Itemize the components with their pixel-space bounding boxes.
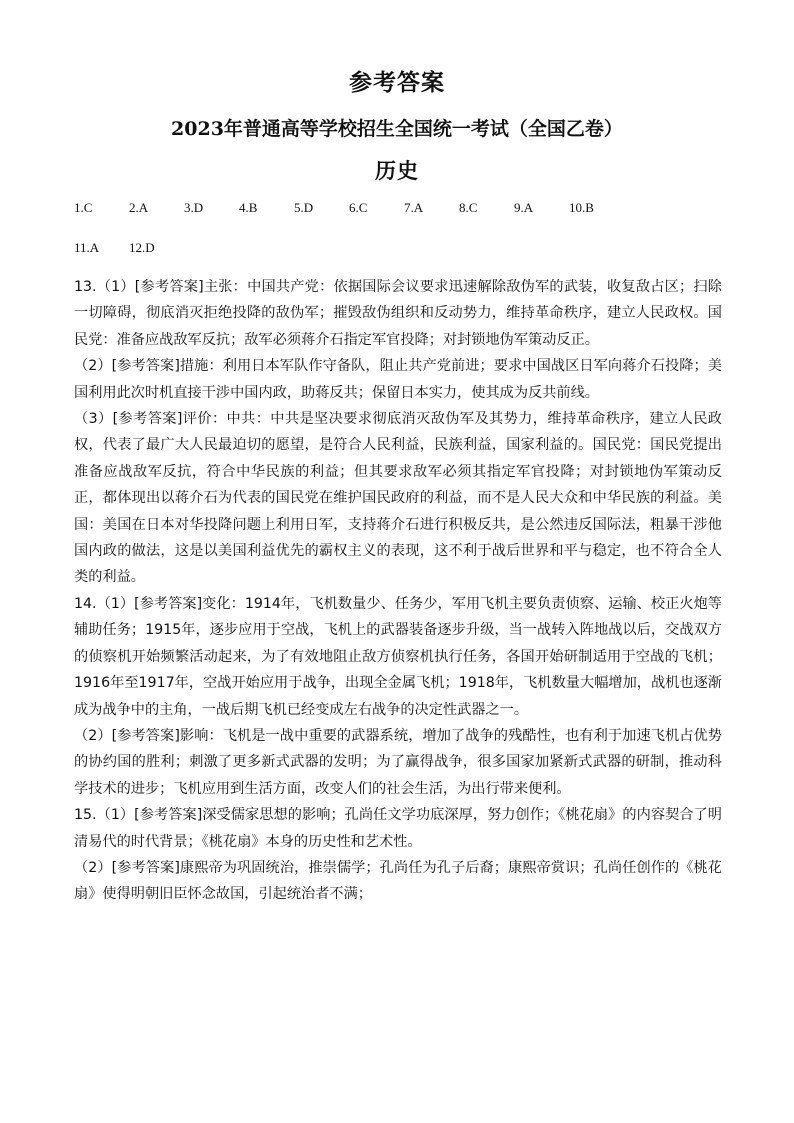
mc-answer: 7.A xyxy=(404,200,424,215)
essay-answers xyxy=(74,274,722,908)
answer-15-2: （2）[参考答案]康熙帝为巩固统治，推崇儒学；孔尚任为孔子后裔；康熙帝赏识；孔尚任创作的《桃花扇》使得明朝旧臣怀念故国，引起统治者不满； xyxy=(74,859,722,903)
mc-answer: 4.B xyxy=(239,200,258,215)
subject-title: 历史 xyxy=(375,158,419,183)
multiple-choice-row-1 xyxy=(74,200,624,216)
multiple-choice-row-2 xyxy=(74,240,184,256)
mc-answer: 9.A xyxy=(514,200,534,215)
mc-answer: 2.A xyxy=(129,200,149,215)
answer-13-2: （2）[参考答案]措施：利用日本军队作守备队，阻止共产党前进；要求中国战区日军向蒋介石投降；美国利用此次时机直接干涉中国内政，助蒋反共；保留日本实力，使其成为反共前线。 xyxy=(74,358,722,401)
mc-answer: 8.C xyxy=(459,200,478,215)
answer-13-1: 13.（1）[参考答案]主张：中国共产党：依据国际会议要求迅速解除敌伪军的武装，收复敌占区；扫除一切障碍，彻底消灭拒绝投降的敌伪军；摧毁敌伪组织和反动势力，维持革命秩序，建立人民政权。国民党：准备应战敌军反抗；敌军必须蒋介石指定军官投降；对封锁地伪军策动反正。 xyxy=(74,279,722,348)
mc-answer: 10.B xyxy=(569,200,594,215)
answer-14-1: 14.（1）[参考答案]变化：1914年，飞机数量少、任务少，军用飞机主要负责侦察、运输、校正火炮等辅助任务；1915年，逐步应用于空战，飞机上的武器装备逐步升级，当一战转入阵地战以后，交战双方的侦察机开始频繁活动起来，为了有效地阻止敌方侦察机执行任务，各国开始研制适用于空战的飞机；1916年至1917年，空战开始应用于战争，出现全金属飞机；1918年，飞机数量大幅增加，战机也逐渐成为战争中的主角，一战后期飞机已经变成左右战争的决定性武器之一。 xyxy=(74,595,722,718)
exam-subtitle: 2023年普通高等学校招生全国统一考试（全国乙卷） xyxy=(171,118,623,140)
page-title: 参考答案 xyxy=(349,69,445,96)
answer-14-2: （2）[参考答案]影响：飞机是一战中重要的武器系统，增加了战争的残酷性，也有利于加速飞机占优势的协约国的胜利；刺激了更多新式武器的发明；为了赢得战争，很多国家加紧新式武器的研制，推动科学技术的进步；飞机应用到生活方面，改变人们的社会生活，为出行带来便利。 xyxy=(74,727,722,797)
mc-answer: 12.D xyxy=(129,240,155,255)
answer-15-1: 15.（1）[参考答案]深受儒家思想的影响；孔尚任文学功底深厚，努力创作；《桃花扇》的内容契合了明清易代的时代背景；《桃花扇》本身的历史性和艺术性。 xyxy=(74,807,722,850)
mc-answer: 3.D xyxy=(184,200,204,215)
mc-answer: 6.C xyxy=(349,200,368,215)
mc-answer: 1.C xyxy=(74,200,93,215)
mc-answer: 11.A xyxy=(74,240,100,255)
mc-answer: 5.D xyxy=(294,200,314,215)
answer-13-3: （3）[参考答案]评价：中共：中共是坚决要求彻底消灭敌伪军及其势力，维持革命秩序，建立人民政权，代表了最广大人民最迫切的愿望，是符合人民利益，民族利益，国家利益的。国民党：国民党提出准备应战敌军反抗，符合中华民族的利益；但其要求敌军必须其指定军官投降；对封锁地伪军策动反正，都体现出以蒋介石为代表的国民党在维护国民政府的利益，而不是人民大众和中华民族的利益。美国：美国在日本对华投降问题上利用日军，支持蒋介石进行积极反共，是公然违反国际法，粗暴干涉他国内政的做法，这是以美国利益优先的霸权主义的表现，这不利于战后世界和平与稳定，也不符合全人类的利益。 xyxy=(74,411,722,586)
